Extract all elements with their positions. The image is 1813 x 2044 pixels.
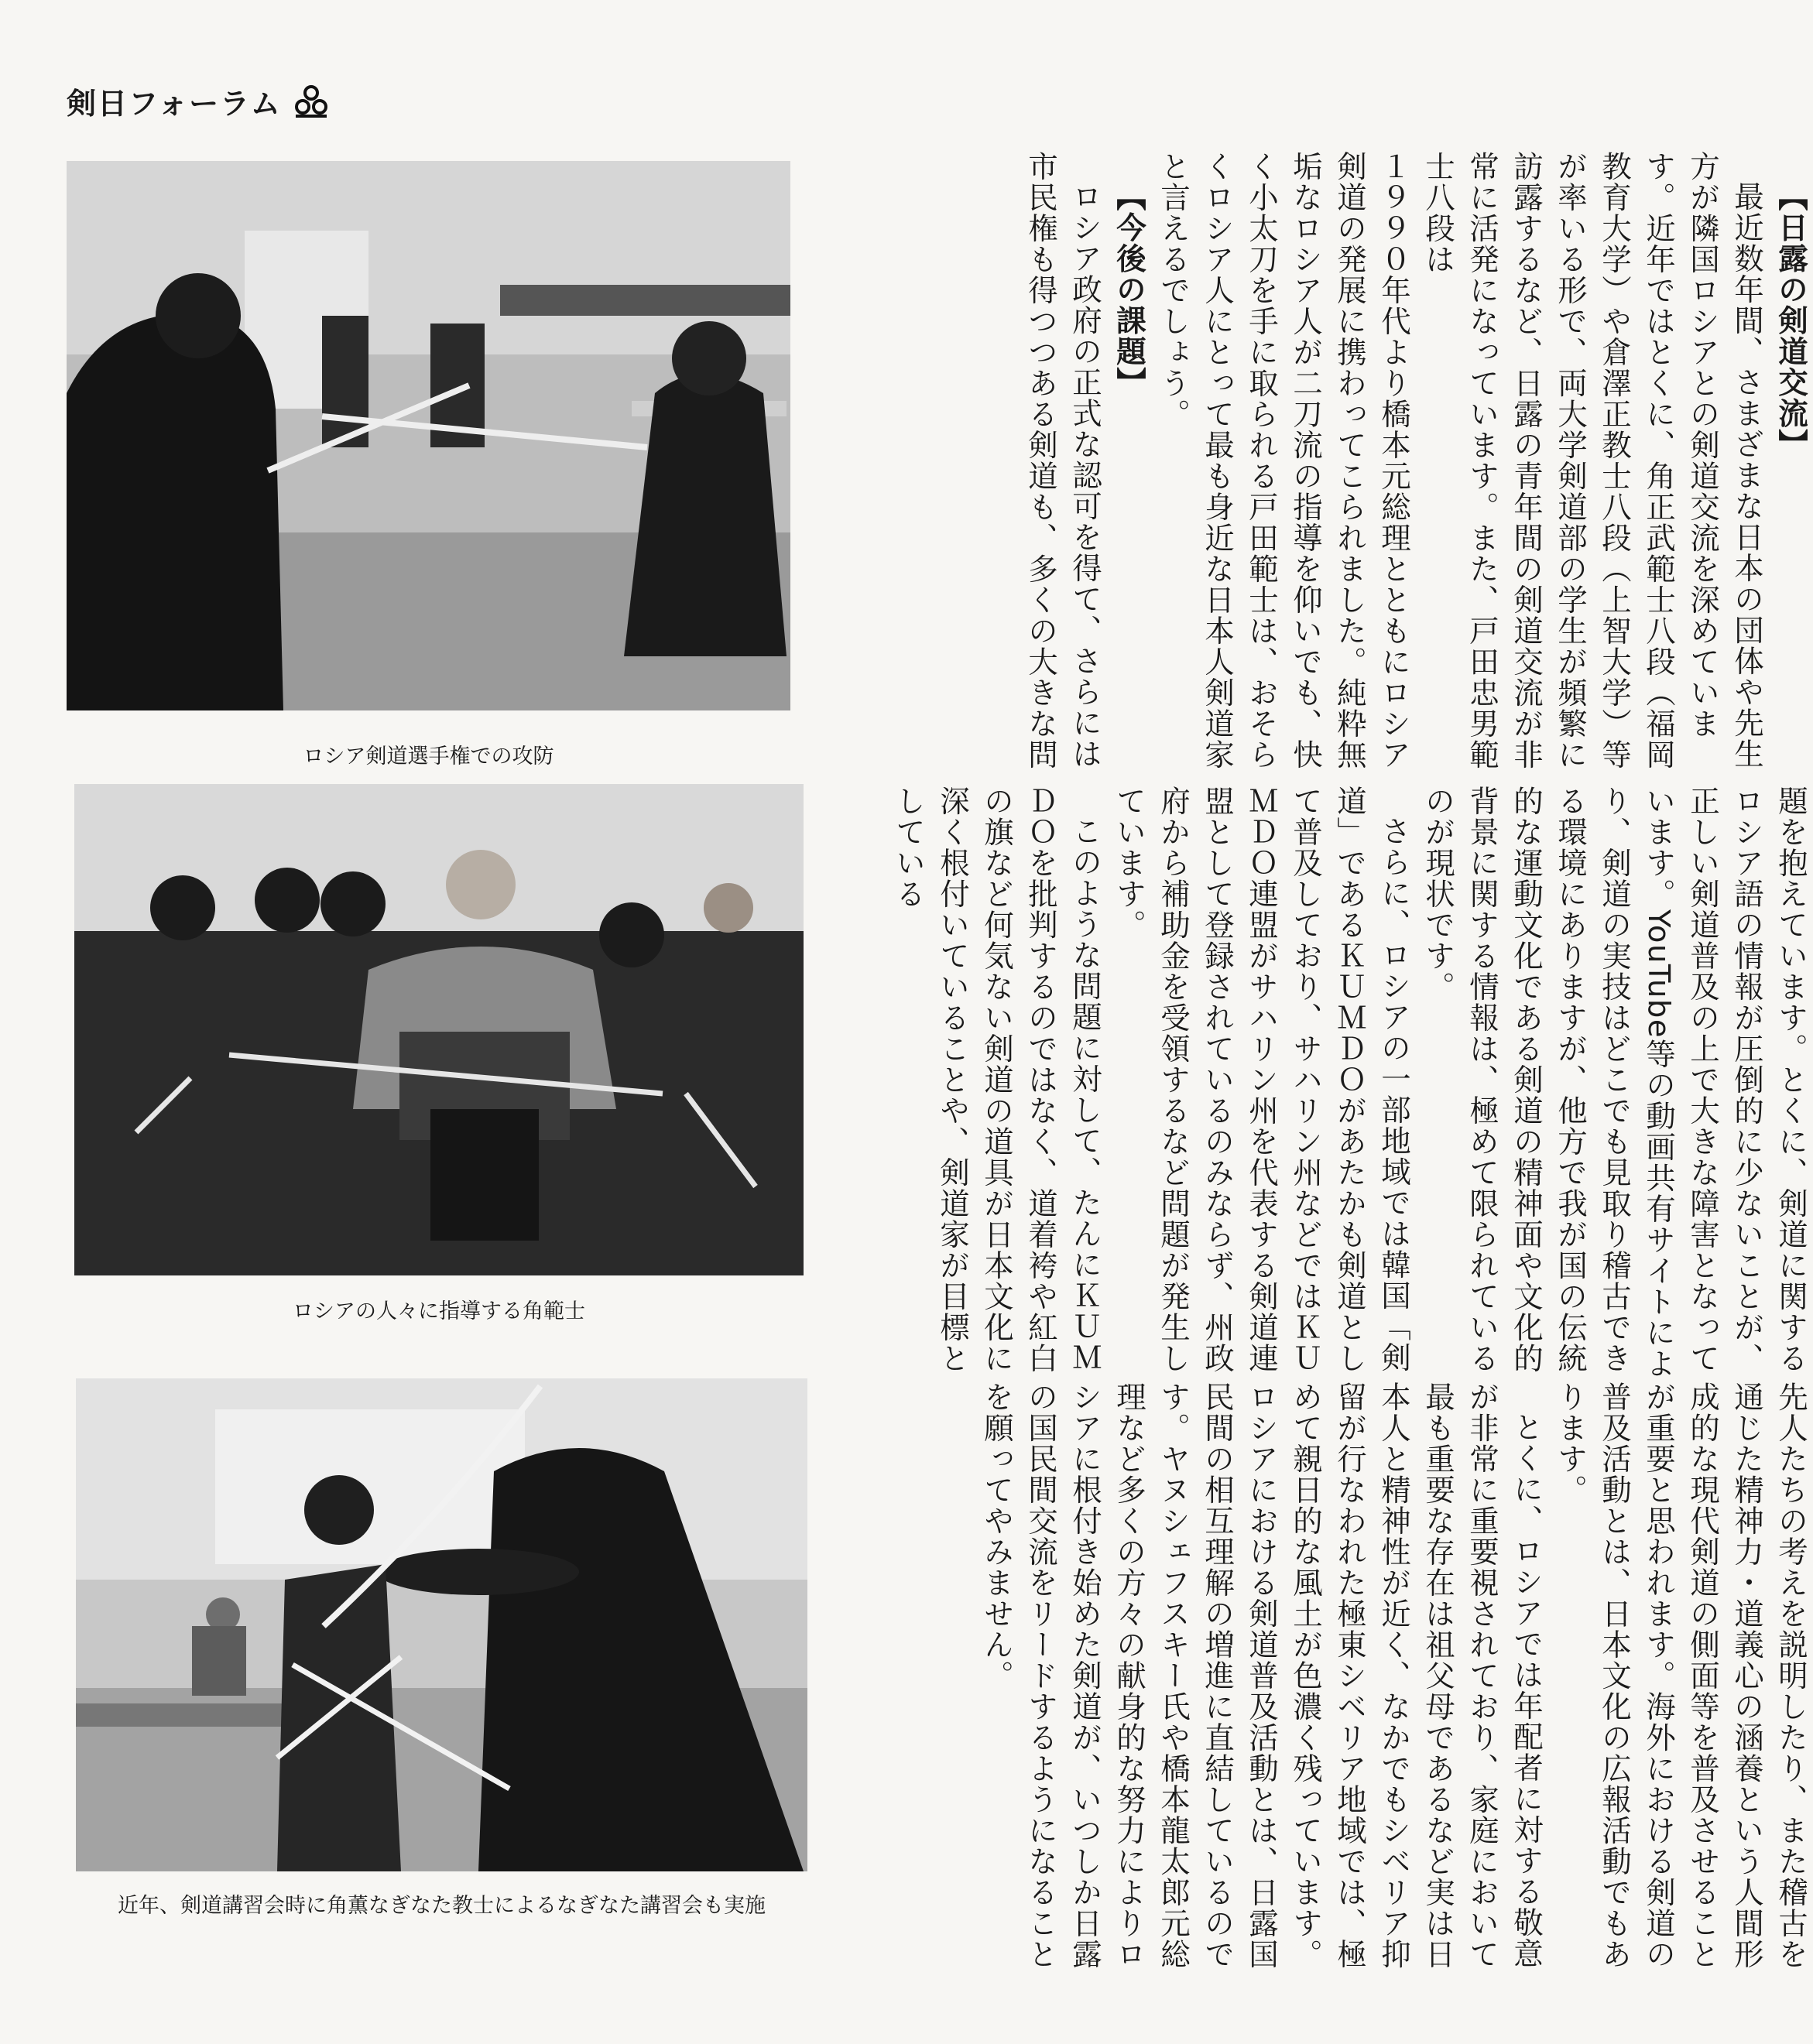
article-body bbox=[886, 151, 1808, 1993]
paragraph-3: ロシア政府の正式な認可を得て、さらには市民権も得つつある剣道も、多くの大きな問 bbox=[1023, 151, 1102, 770]
photo-kendo-match bbox=[67, 161, 790, 710]
photo-naginata-seminar-image bbox=[76, 1378, 807, 1871]
photo-naginata-seminar bbox=[76, 1378, 807, 1871]
paragraph-1: 最近数年間、さまざまな日本の団体や先生方が隣国ロシアとの剣道交流を深めています。近年ではとくに、角正武範士八段（福岡教育大学）や倉澤正教士八段（上智大学）等が率いる形で、両大学剣道部の学生が頻繁に訪露するなど、日露の青年間の剣道交流が非常に活発になっています。また、戸田忠男範士八段は bbox=[1421, 151, 1764, 770]
section-title: 剣日フォーラム bbox=[67, 86, 282, 121]
paragraph-7: 先人たちの考えを説明したり、また稽古を通じた精神力・道義心の涵養という人間形成的な現代剣道の側面等を普及させることが重要と思われます。海外における剣道の普及活動とは、日本文化の広報活動でもあります。 bbox=[1553, 1381, 1808, 1970]
photo-caption-3: 近年、剣道講習会時に角薫なぎなた教士によるなぎなた講習会も実施 bbox=[118, 1894, 766, 1918]
paragraph-8: とくに、ロシアでは年配者に対する敬意が非常に重要視されており、家庭において最も重要な存在は祖父母であるなど実は日本人と精神性が近く、なかでもシベリア抑留が行なわれた極東シベリア地域では、極めて親日的な風土が色濃く残っています。ロシアにおける剣道普及活動とは、日露国民間の相互理解の増進に直結しているのです。ヤヌシェフスキー氏や橋本龍太郎元総理など多くの方々の献身的な努力によりロシアに根付き始めた剣道が、いつしか日露の国民間交流をリードするようになることを願ってやみません。 bbox=[979, 1381, 1544, 1970]
article-block-top bbox=[886, 151, 1813, 786]
photo-kendo-match-image bbox=[67, 161, 790, 710]
heading-future-issues: 【今後の課題】 bbox=[1112, 180, 1146, 398]
paragraph-4: 題を抱えています。とくに、剣道に関するロシア語の情報が圧倒的に少ないことが、正しい剣道普及の上で大きな障害となっています。YouTube等の動画共有サイトにより、剣道の実技はどこでも見取り稽古できる環境にありますが、他方で我が国の伝統的な運動文化である剣道の精神面や文化的背景に関する情報は、極めて限られているのが現状です。 bbox=[1421, 786, 1808, 1380]
photo-caption-1: ロシア剣道選手権での攻防 bbox=[303, 745, 554, 769]
page-header bbox=[67, 77, 330, 124]
paragraph-2: １９９０年代より橋本元総理とともにロシア剣道の発展に携わってこられました。純粋無垢なロシア人が二刀流の指導を仰いでも、快く小太刀を手に取られる戸田範士は、おそらくロシア人にとって最も身近な日本人剣道家と言えるでしょう。 bbox=[1156, 151, 1411, 770]
article-block-middle bbox=[886, 786, 1813, 1381]
paragraph-6: このような問題に対して、たんにＫＵＭＤＯを批判するのではなく、道着袴や紅白の旗など何気ない剣道の道具が日本文化に深く根付いていることや、剣道家が目標としている bbox=[891, 786, 1102, 1374]
paragraph-5: さらに、ロシアの一部地域では韓国「剣道」であるＫＵＭＤＯがあたかも剣道として普及しており、サハリン州などではＫＵＭＤＯ連盟がサハリン州を代表する剣道連盟として登録されているのみならず、州政府から補助金を受領するなど問題が発生しています。 bbox=[1112, 786, 1411, 1374]
photo-caption-2: ロシアの人々に指導する角範士 bbox=[293, 1299, 585, 1323]
sanmon-crest-icon bbox=[293, 82, 330, 119]
heading-japan-russia-exchange: 【日露の剣道交流】 bbox=[1774, 180, 1808, 460]
article-block-bottom bbox=[886, 1381, 1813, 1993]
photo-instruction-image bbox=[74, 784, 804, 1275]
photo-instruction bbox=[74, 784, 804, 1275]
